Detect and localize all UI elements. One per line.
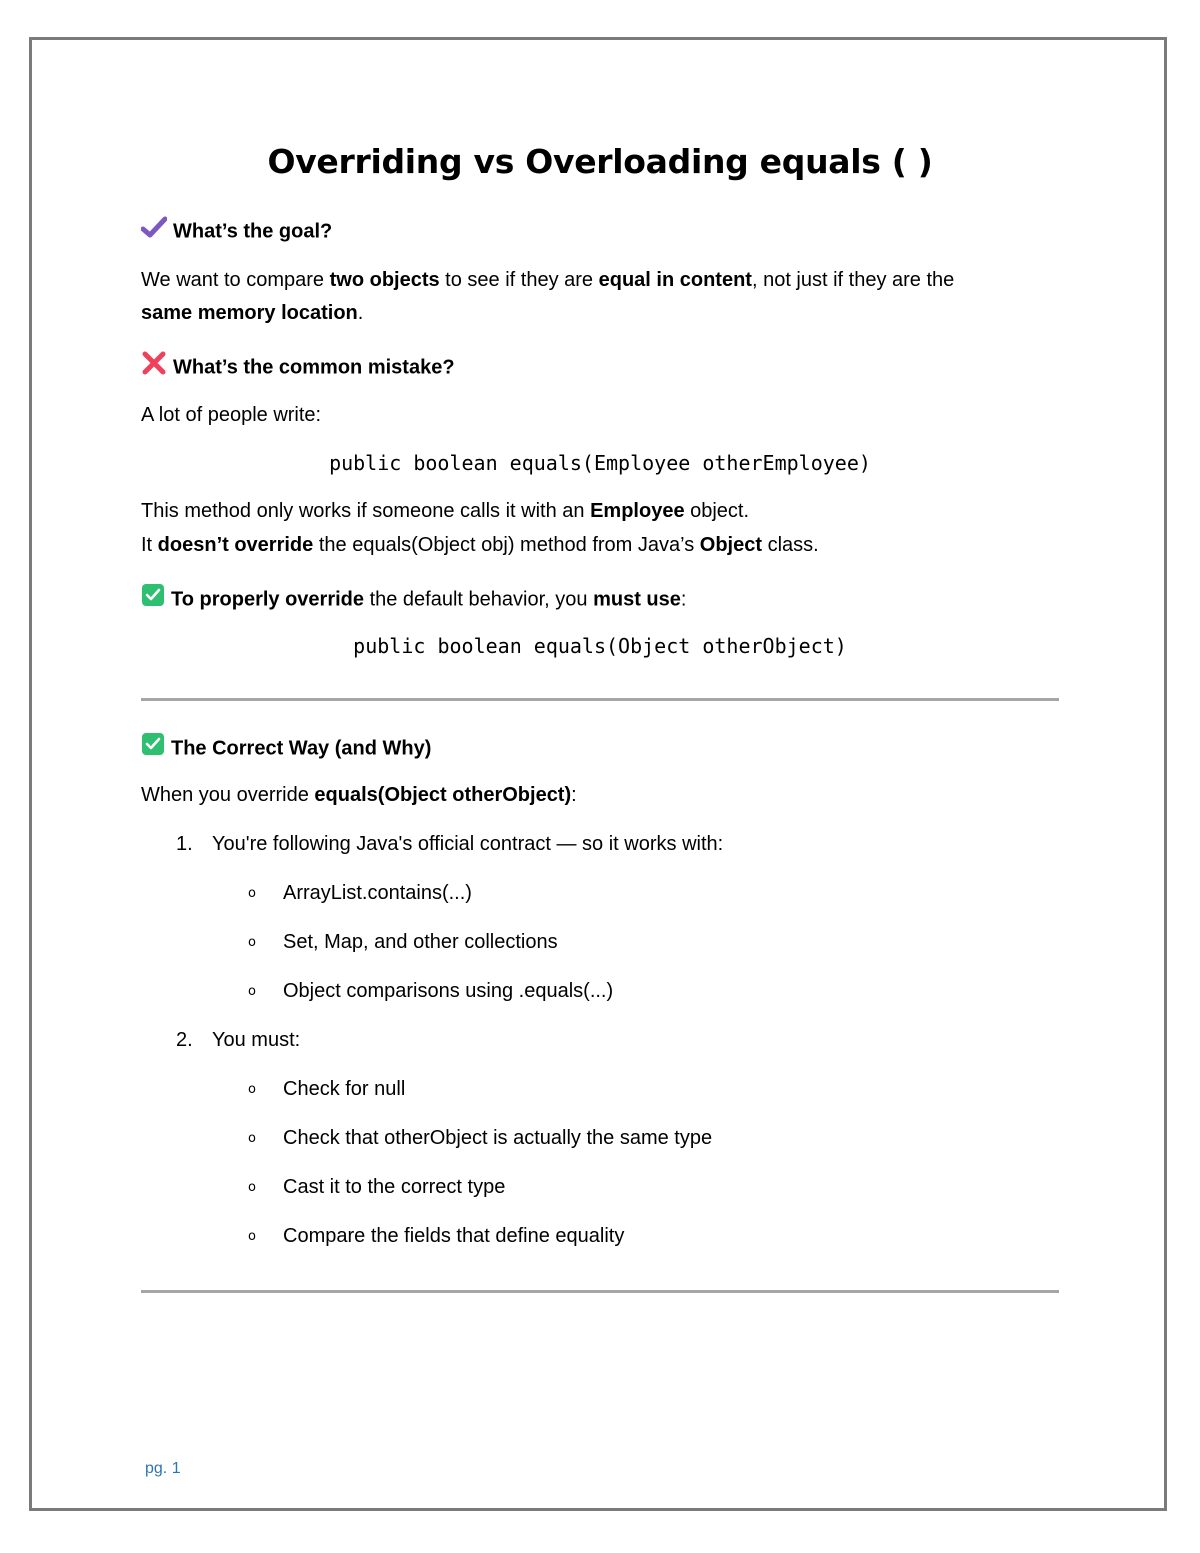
mistake-paragraph-line-2 <box>141 533 819 557</box>
proper-bold-1: To properly override <box>171 588 365 611</box>
goal-text-4: . <box>357 302 364 324</box>
purple-check-icon <box>141 216 167 244</box>
goal-paragraph-line-2 <box>141 301 363 325</box>
proper-override-line <box>141 585 686 615</box>
green-checkbox-icon <box>141 583 165 613</box>
list-item-bullet: Check for null <box>283 1078 406 1100</box>
page-number: pg. 1 <box>145 1460 181 1477</box>
goal-text-1: We want to compare <box>141 269 330 291</box>
code-overload-signature: public boolean equals(Employee otherEmployee) <box>329 451 871 475</box>
correct-intro-bold: equals(Object otherObject) <box>314 784 572 806</box>
bullet-glyph: o <box>248 886 256 901</box>
correct-way-heading-text: The Correct Way (and Why) <box>171 737 432 760</box>
correct-way-heading <box>141 734 431 764</box>
bullet-glyph: o <box>248 1229 256 1244</box>
bullet-glyph: o <box>248 984 256 999</box>
list-item-bullet: Cast it to the correct type <box>283 1176 506 1198</box>
red-cross-icon <box>141 351 167 381</box>
proper-bold-2: must use <box>593 588 681 611</box>
goal-bold-2: equal in content <box>598 269 752 291</box>
list-item-bullet: Set, Map, and other collections <box>283 931 558 953</box>
mistake-bold-3: Object <box>699 534 763 556</box>
correct-intro <box>141 783 577 807</box>
list-item-bullet: Check that otherObject is actually the same type <box>283 1127 713 1149</box>
page-title: Overriding vs Overloading equals ( ) <box>267 142 933 181</box>
list-item-bullet: ArrayList.contains(...) <box>283 882 472 904</box>
goal-bold-3: same memory location <box>141 302 358 324</box>
proper-text-1: the default behavior, you <box>364 588 594 611</box>
list-item-bullet: Compare the fields that define equality <box>283 1225 625 1247</box>
mistake-text-2: object. <box>684 500 750 522</box>
goal-heading <box>141 218 332 246</box>
correct-intro-text-1: When you override <box>141 784 315 806</box>
goal-bold-1: two objects <box>329 269 440 291</box>
mistake-bold-1: Employee <box>590 500 685 522</box>
horizontal-rule-2 <box>141 1290 1059 1293</box>
mistake-heading-text: What’s the common mistake? <box>173 356 455 379</box>
list-item-text: You must: <box>212 1029 301 1051</box>
mistake-paragraph-line-1 <box>141 499 749 523</box>
mistake-text-5: class. <box>762 534 819 556</box>
mistake-heading <box>141 353 455 383</box>
mistake-text-1: This method only works if someone calls it with an <box>141 500 591 522</box>
mistake-bold-2: doesn’t override <box>157 534 314 556</box>
goal-paragraph-line-1 <box>141 268 954 292</box>
list-item-number: 2. <box>176 1029 193 1051</box>
horizontal-rule-1 <box>141 698 1059 701</box>
mistake-intro: A lot of people write: <box>141 404 322 426</box>
green-checkbox-icon <box>141 732 165 762</box>
list-item-number: 1. <box>176 833 193 855</box>
bullet-glyph: o <box>248 1082 256 1097</box>
goal-heading-text: What’s the goal? <box>173 220 333 243</box>
bullet-glyph: o <box>248 935 256 950</box>
correct-intro-text-2: : <box>571 784 577 806</box>
mistake-text-3: It <box>141 534 158 556</box>
goal-text-2: to see if they are <box>439 269 599 291</box>
goal-text-3: , not just if they are the <box>751 269 955 291</box>
list-item-text: You're following Java's official contract — so it works with: <box>212 833 724 855</box>
code-override-signature: public boolean equals(Object otherObject) <box>353 634 847 658</box>
bullet-glyph: o <box>248 1180 256 1195</box>
proper-text-2: : <box>680 588 687 611</box>
bullet-glyph: o <box>248 1131 256 1146</box>
mistake-text-4: the equals(Object obj) method from Java’s <box>313 534 700 556</box>
list-item-bullet: Object comparisons using .equals(...) <box>283 980 614 1002</box>
